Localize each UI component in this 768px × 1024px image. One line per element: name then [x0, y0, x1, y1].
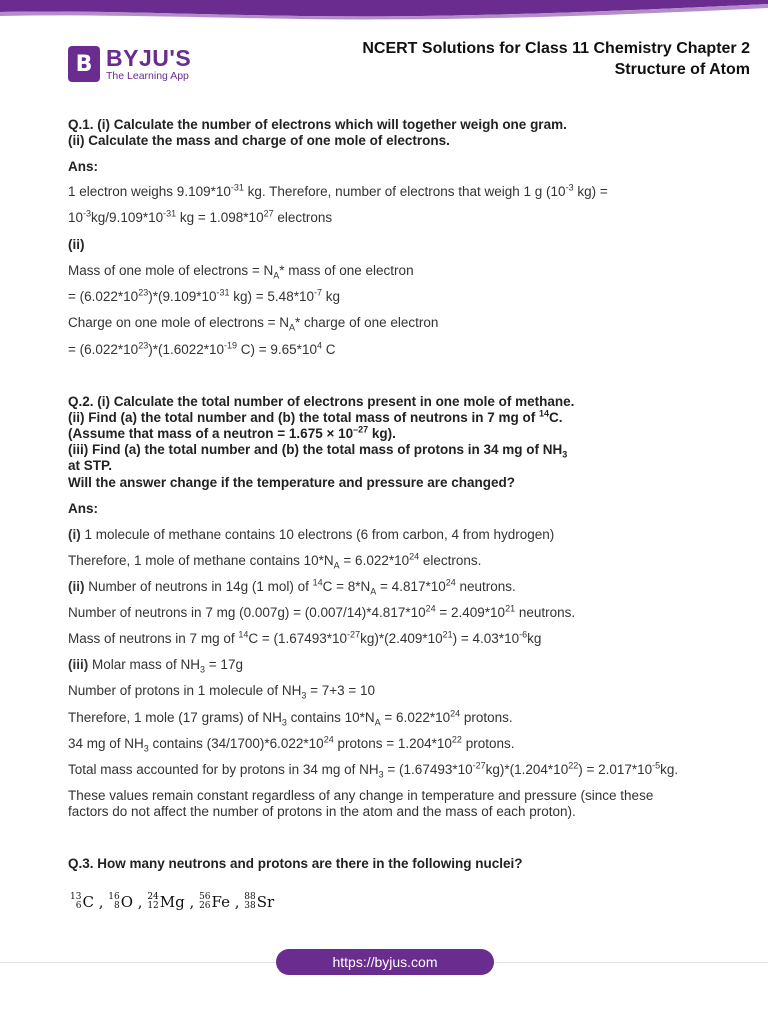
q2-ans-line3: (ii) Number of neutrons in 14g (1 mol) of $^{14}C = 8*N_A = 4.817*10^{24}$ neutrons. — [68, 577, 516, 597]
page-title-line1: NCERT Solutions for Class 11 Chemistry Chapter 2 — [362, 40, 750, 57]
q2-conclusion-line2: factors do not affect the number of protons in the atom and the mass of each proton). — [68, 804, 576, 819]
q1-ans-line2: $10^{-3}kg/9.109*10^{-31}$ kg = $1.098*10^{27}$ electrons — [68, 208, 333, 225]
nucleus-c: 13 6 C — [70, 892, 94, 911]
nuclei-list: 13 6 C , 16 8 O , 24 12 Mg , 56 26 Fe , 88 38 Sr — [70, 892, 275, 911]
q2-question-line5: at STP. — [68, 458, 113, 473]
q2-ans-line6: (iii) Molar mass of $NH_3 = 17g$ — [68, 657, 243, 675]
q2-question-line4: (iii) Find (a) the total number and (b) the total mass of protons in 34 mg of $NH_3$ — [68, 442, 568, 460]
q3-question: Q.3. How many neutrons and protons are there in the following nuclei? — [68, 856, 523, 871]
byjus-logo — [68, 46, 191, 82]
q2-question-line6: Will the answer change if the temperature and pressure are changed? — [68, 475, 516, 490]
q2-ans-line5: Mass of neutrons in 7 mg of $^{14}C = (1.67493*10^{-27}kg)*(2.409*10^{21}) = 4.03*10^{-6}kg$ — [68, 629, 542, 646]
page-title — [362, 38, 750, 80]
logo-name: BYJU'S — [106, 45, 192, 71]
q2-ans-line9: 34 mg of $NH_3$ contains $(34/1700)*6.022*10^{24}$ protons = $1.204*10^{22}$ protons. — [68, 734, 515, 754]
logo-tagline: The Learning App — [106, 70, 189, 82]
q2-ans-line8: Therefore, 1 mole (17 grams) of $NH_3$ contains $10*N_A = 6.022*10^{24}$ protons. — [68, 708, 513, 728]
q1-part-ii-label: (ii) — [68, 237, 85, 252]
q2-ans-label: Ans: — [68, 501, 98, 516]
nucleus-fe: 56 26 Fe — [199, 892, 230, 911]
q2-ans-line10: Total mass accounted for by protons in 34 mg of $NH_3 = (1.67493*10^{-27}kg)*(1.204*10^{22}) = 2.017*10^{-5}kg$. — [68, 760, 679, 780]
q2-conclusion-line1: These values remain constant regardless of any change in temperature and pressure (since these — [68, 788, 654, 803]
logo-mark: B — [68, 46, 100, 82]
q2-ans-line1: (i) 1 molecule of methane contains 10 electrons (6 from carbon, 4 from hydrogen) — [68, 527, 555, 542]
top-decorative-wave — [0, 0, 768, 22]
q1-ans-line3: Mass of one mole of electrons = $N_A*$ mass of one electron — [68, 263, 414, 281]
q1-ans-line5: Charge on one mole of electrons = $N_A*$ charge of one electron — [68, 315, 439, 333]
q1-ans-label: Ans: — [68, 159, 98, 174]
q1-question-line1: Q.1. (i) Calculate the number of electrons which will together weigh one gram. — [68, 117, 567, 132]
nucleus-sr: 88 38 Sr — [244, 892, 275, 911]
q2-question-line2: (ii) Find (a) the total number and (b) the total mass of neutrons in 7 mg of $^{14}$C. — [68, 408, 563, 425]
q1-ans-line6: = $(6.022*10^{23})*(1.6022*10^{-19}$ $C) = 9.65*10^4$ C — [68, 340, 336, 357]
q2-question-line3: (Assume that mass of a neutron = $1.675 \times 10^{-27}$ kg). — [68, 424, 396, 441]
q1-ans-line1: 1 electron weighs $9.109*10^{-31}$ kg. Therefore, number of electrons that weigh 1 g ($10^{-3}$ kg) = — [68, 182, 608, 199]
nucleus-mg: 24 12 Mg — [147, 892, 185, 911]
q1-ans-line4: = $(6.022*10^{23})*(9.109*10^{-31}$ $kg) = 5.48*10^{-7}$ kg — [68, 287, 340, 304]
q1-question-line2: (ii) Calculate the mass and charge of one mole of electrons. — [68, 133, 450, 148]
q2-ans-line4: Number of neutrons in 7 mg $(0.007g) = (0.007/14)*4.817*10^{24} = 2.409*10^{21}$ neutrons. — [68, 603, 576, 620]
q2-ans-line7: Number of protons in 1 molecule of $NH_3 = 7+3 = 10$ — [68, 683, 376, 701]
page-title-line2: Structure of Atom — [614, 61, 750, 78]
q2-question-line1: Q.2. (i) Calculate the total number of electrons present in one mole of methane. — [68, 394, 575, 409]
nucleus-o: 16 8 O — [108, 892, 134, 911]
footer-url-link[interactable]: https://byjus.com — [276, 949, 494, 975]
q2-ans-line2: Therefore, 1 mole of methane contains $10*N_A = 6.022*10^{24}$ electrons. — [68, 551, 482, 571]
